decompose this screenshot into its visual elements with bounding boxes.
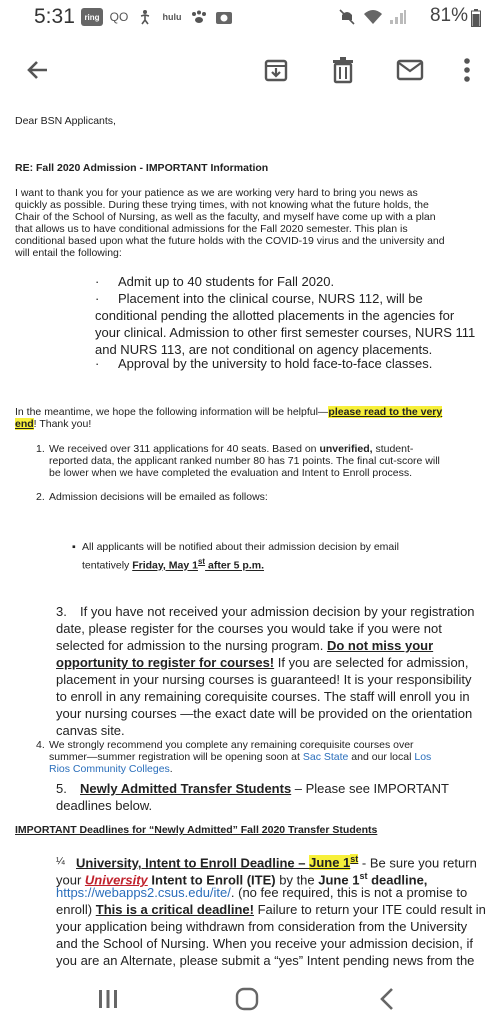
item3-line — [56, 638, 433, 654]
status-time: 5:31 — [34, 5, 75, 28]
meantime-line — [15, 406, 442, 418]
mail-icon — [396, 58, 424, 82]
home-button[interactable] — [230, 984, 264, 1014]
ite-line: your application being withdrawn from consideration from the University — [56, 919, 468, 934]
item1-line: be lower when we have completed the evaluation and Intent to Enroll process. — [49, 467, 413, 479]
intro-line: Chair of the School of Nursing, as well as the faculty, and myself have come up with a plan — [15, 211, 436, 223]
ite-line: and the School of Nursing. When you receive your admission decision, if — [56, 936, 473, 951]
plan-bullet-line: your clinical. Admission to other first semester courses, NURS 111 — [95, 325, 476, 340]
item3-line — [56, 655, 469, 671]
read-to-end-highlight: end — [15, 418, 34, 430]
intro-line: quickly as possible. During these trying times, with not knowing what the future holds, the — [15, 199, 429, 211]
item1-text: student- — [372, 443, 414, 455]
nav-back-icon — [377, 987, 397, 1011]
item4-text: . — [169, 763, 173, 775]
ite-text: enroll) — [56, 902, 96, 917]
bullet-dot: ▪ — [72, 541, 76, 553]
intro-line: will entail the following: — [15, 247, 122, 259]
notify-date-line — [82, 556, 264, 572]
voicemail-icon: QO — [109, 10, 129, 24]
item4-line — [49, 751, 431, 763]
ite-line — [56, 885, 467, 901]
ite-url-link[interactable]: https://webapps2.csus.edu/ite/ — [56, 885, 231, 900]
intro-line: conditional based upon what the future holds with the COVID-19 virus and the university and — [15, 235, 445, 247]
plan-bullet: Admit up to 40 students for Fall 2020. — [118, 274, 335, 289]
plan-bullet-dot: · — [95, 291, 100, 306]
plan-bullet-dot: · — [95, 356, 100, 371]
intro-line: I want to thank you for your patience as we are working very hard to bring you news as — [15, 187, 418, 199]
more-options-button[interactable] — [452, 52, 482, 88]
notify-date-sup: st — [197, 557, 206, 566]
ite-text: your — [56, 872, 85, 888]
list-number: 4. — [36, 739, 45, 751]
item3-line: placement in your nursing courses is guaranteed! It is your responsibility — [56, 672, 472, 687]
notify-line: All applicants will be notified about their admission decision by email — [82, 541, 399, 553]
paw-icon — [188, 8, 210, 26]
item3-line: date, please register for the courses you would take if you were not — [56, 621, 442, 636]
ite-university: University — [84, 872, 148, 888]
recents-icon — [97, 988, 119, 1010]
trash-icon — [330, 56, 356, 84]
list-number: 1. — [36, 443, 45, 455]
ite-text: . (no fee required, this is not a promise to — [230, 885, 468, 900]
home-icon — [234, 986, 260, 1012]
item3-bold: opportunity to register for courses! — [56, 655, 275, 670]
more-vert-icon — [463, 57, 471, 83]
item3-line: canvas site. — [56, 723, 125, 738]
accessibility-icon — [136, 8, 154, 26]
notify-date: Friday, May 1 — [132, 559, 198, 572]
list-number: 2. — [36, 491, 45, 503]
battery-percent: 81% — [429, 5, 468, 26]
ite-bold: Intent to Enroll (ITE) — [147, 872, 276, 888]
ite-date: June 1 — [309, 855, 351, 871]
ite-bold: deadline, — [367, 872, 428, 888]
meantime-text: ! Thank you! — [33, 418, 92, 430]
mute-icon — [338, 8, 356, 26]
plan-bullet: Placement into the clinical course, NURS 112, will be — [118, 291, 423, 306]
item3-text: selected for admission to the nursing program. — [56, 638, 327, 653]
plan-bullet: Approval by the university to hold face-to-face classes. — [118, 356, 433, 371]
ite-title: University, Intent to Enroll Deadline – — [76, 855, 310, 871]
ite-text: by the — [275, 872, 319, 888]
wifi-icon — [362, 8, 384, 26]
notify-time: after 5 p.m. — [205, 559, 265, 572]
plan-bullet-line: conditional pending the allotted placements in the agencies for — [95, 308, 455, 323]
plan-bullet-dot: · — [95, 274, 100, 289]
item1-line — [49, 443, 413, 455]
meantime-text: In the meantime, we hope the following information will be helpful— — [15, 406, 329, 418]
item1-bold: unverified, — [319, 443, 373, 455]
item4-line: We strongly recommend you complete any remaining corequisite courses over — [49, 739, 414, 751]
status-bar — [0, 0, 500, 34]
system-nav-bar — [0, 972, 500, 1028]
item3-line: your nursing courses —the exact date will be provided on the orientation — [56, 706, 473, 721]
list-number: 5. — [56, 781, 67, 796]
email-body — [0, 106, 500, 972]
item4-line — [49, 763, 173, 775]
list-number: 3. — [56, 604, 67, 619]
item5-line: deadlines below. — [56, 798, 153, 813]
recents-button[interactable] — [92, 984, 124, 1014]
los-rios-link[interactable]: Los — [414, 751, 432, 763]
hulu-icon: hulu — [162, 12, 182, 22]
subject-line: RE: Fall 2020 Admission - IMPORTANT Information — [15, 162, 269, 174]
ite-date-sup: st — [350, 854, 359, 864]
greeting: Dear BSN Applicants, — [15, 115, 116, 127]
ite-line: you are an Alternate, please submit a “yes” Intent pending news from the — [56, 953, 475, 968]
intro-line: that allows us to have conditional admissions for the Fall 2020 semester. This plan is — [15, 223, 408, 235]
item3-bold: Do not miss your — [326, 638, 434, 653]
ite-text: - Be sure you return — [358, 855, 477, 871]
item4-text: summer—summer registration will be opening soon at — [49, 751, 303, 763]
item5-text: – Please see IMPORTANT — [291, 781, 449, 796]
ring-app-icon: ring — [81, 8, 103, 26]
ite-bold: June 1 — [318, 872, 360, 888]
item5-title: Newly Admitted Transfer Students — [80, 781, 292, 796]
ite-bold-sup: st — [359, 871, 368, 881]
ite-line — [56, 902, 486, 918]
read-to-end-highlight: please read to the very — [328, 406, 443, 418]
archive-icon — [263, 57, 289, 83]
camera-icon — [214, 8, 234, 26]
email-toolbar — [0, 34, 500, 106]
los-rios-link[interactable]: Rios Community Colleges — [49, 763, 170, 775]
item3-text: If you are selected for admission, — [274, 655, 469, 670]
back-arrow-icon — [25, 57, 51, 83]
notify-text: tentatively — [82, 559, 133, 572]
deadlines-heading: IMPORTANT Deadlines for “Newly Admitted” Fall 2020 Transfer Students — [15, 824, 378, 836]
battery-icon — [470, 9, 482, 27]
item2-line: Admission decisions will be emailed as follows: — [49, 491, 268, 503]
item5-line — [80, 781, 449, 797]
item3-line: to enroll in any remaining corequisite courses. The staff will enroll you in — [56, 689, 470, 704]
ite-critical: This is a critical deadline! — [95, 902, 254, 917]
nav-back-button[interactable] — [372, 984, 402, 1014]
sac-state-link[interactable]: Sac State — [302, 751, 349, 763]
mark-unread-button[interactable] — [392, 52, 428, 88]
list-mark: ¼ — [56, 855, 65, 867]
plan-bullet-line: and NURS 113, are not conditional on agency placements. — [95, 342, 433, 357]
archive-button[interactable] — [258, 52, 294, 88]
delete-button[interactable] — [325, 52, 361, 88]
meantime-line — [15, 418, 91, 430]
ite-text: Failure to return your ITE could result in — [253, 902, 486, 917]
back-button[interactable] — [20, 52, 56, 88]
item4-text: and our local — [348, 751, 415, 763]
signal-icon — [388, 8, 408, 26]
item1-line: reported data, the applicant ranked number 80 has 71 points. The final cut-score will — [49, 455, 440, 467]
item3-line: If you have not received your admission decision by your registration — [80, 604, 475, 619]
item1-text: We received over 311 applications for 40 seats. Based on — [49, 443, 320, 455]
